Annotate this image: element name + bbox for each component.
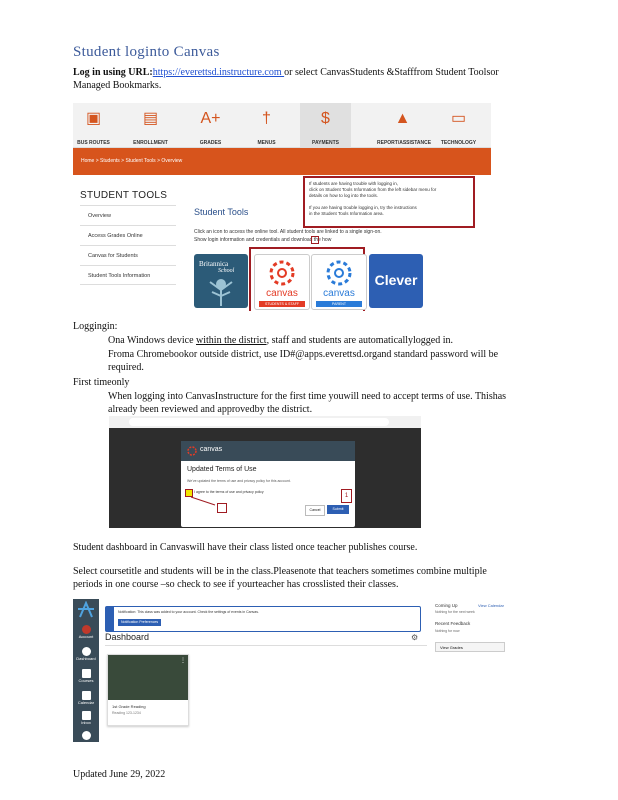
info-icon (106, 607, 114, 631)
sidebar-item-overview[interactable]: Overview (80, 205, 176, 225)
laptop-icon: ▭ (450, 110, 467, 127)
canvas-sub-label: STUDENTS & STAFF (259, 301, 305, 307)
highlight-marker (217, 503, 227, 513)
nav-label: MENUS (257, 140, 276, 146)
course-card-header (108, 655, 188, 700)
nav-label: REPORT/ASSISTANCE (377, 140, 432, 146)
nav-label: GRADES (199, 140, 222, 146)
terms-dialog (181, 441, 355, 527)
login-line2: Managed Bookmarks. (73, 80, 162, 91)
nav-label: ENROLLMENT (133, 140, 168, 146)
login-suffix: or select CanvasStudents &Stafffrom Student Toolsor (284, 67, 499, 78)
bullet-terms (90, 390, 570, 416)
select-course-text (73, 565, 573, 591)
notification-preferences-button[interactable]: Notification Preferences (118, 619, 161, 626)
course-title[interactable]: 1st Grade Reading (112, 704, 146, 709)
select-line1: Select coursetitle and students will be in the class.Pleasenote that teachers sometimes combine multiple (73, 566, 487, 577)
nav-calendar[interactable] (73, 691, 99, 705)
note-line: If you are having trouble logging in, try the instructions (309, 205, 417, 210)
britannica-tile[interactable] (194, 254, 248, 308)
student-tools-heading: Student Tools (194, 207, 249, 217)
canvas-url-link[interactable]: https://everettsd.instructure.com (152, 67, 285, 78)
login-prefix: Log in using URL: (73, 67, 153, 78)
nav-label: BUS ROUTES (77, 140, 110, 146)
clever-label: Clever (374, 272, 418, 288)
canvas-parent-sub-label: PARENT (316, 301, 362, 307)
student-tools-line1: Click an icon to access the online tool. All student tools are linked to a single sign-on. (194, 229, 382, 235)
menus-icon: † (262, 110, 271, 127)
first-time-heading: First timeonly (73, 377, 130, 388)
global-nav (73, 599, 99, 742)
student-tools-line2: Show login information and credentials and download the how (194, 237, 332, 243)
nav-inbox[interactable] (73, 711, 99, 725)
dashboard-text: Student dashboard in Canvaswill have their class listed once teacher publishes course. (73, 542, 418, 553)
logging-in-heading: Loggingin: (73, 321, 118, 332)
course-subtitle: Reading 123-1234 (112, 711, 141, 715)
nav-enrollment[interactable] (125, 103, 176, 147)
notification-banner (105, 606, 421, 632)
thistle-icon (202, 276, 240, 306)
school-logo-icon (76, 601, 96, 619)
canvas-students-staff-tile[interactable] (254, 254, 310, 310)
login-instructions (73, 66, 573, 92)
submit-button[interactable]: Submit (327, 505, 349, 514)
step-marker: 1 (341, 489, 352, 503)
nothing-feedback-text: Nothing for now (435, 629, 460, 633)
canvas-parent-label: canvas (323, 288, 355, 299)
nav-menus[interactable] (241, 103, 292, 147)
view-grades-button[interactable]: View Grades (435, 642, 505, 652)
course-card-menu-icon[interactable]: ⋮ (180, 658, 186, 664)
sidebar-item-tools-info[interactable]: Student Tools Information (80, 265, 176, 285)
nav-calendar-label: Calendar (77, 700, 95, 705)
student-tools-screenshot (73, 103, 491, 311)
nav-payments[interactable] (300, 103, 351, 147)
cancel-button[interactable]: Cancel (305, 505, 325, 516)
canvas-logo-text: canvas (200, 446, 223, 453)
britannica-sub: School (218, 268, 235, 274)
sidebar-item-access-grades[interactable]: Access Grades Online (80, 225, 176, 245)
grades-icon: A+ (200, 110, 221, 127)
clever-tile[interactable] (369, 254, 423, 308)
nav-dashboard[interactable] (73, 647, 99, 661)
bullet-chromebook (90, 348, 570, 374)
note-line: click on Student Tools Information from the left sidebar menu for (309, 187, 437, 192)
bullet2-line2: required. (108, 362, 144, 373)
britannica-label: Britannica (199, 260, 229, 268)
bus-icon: ▣ (85, 110, 102, 127)
nav-account[interactable] (73, 625, 99, 639)
nav-courses[interactable] (73, 669, 99, 683)
nav-label: PAYMENTS (312, 140, 339, 146)
breadcrumb[interactable]: Home > Students > Student Tools > Overview (81, 158, 183, 164)
canvas-logo-icon (325, 259, 353, 287)
nav-label: TECHNOLOGY (440, 140, 477, 146)
canvas-dashboard-screenshot (73, 599, 529, 742)
select-line2: periods in one course –so check to see if yourteacher has crosslisted their classes. (73, 579, 399, 590)
dashboard-title: Dashboard (105, 632, 150, 642)
bullet1-b: , staff and students are automaticallylogged in. (266, 335, 453, 346)
bullet3-line2: already been reviewed and approvedby the district. (108, 404, 313, 415)
site-nav-bar (73, 103, 491, 148)
payments-icon: $ (321, 110, 330, 127)
canvas-logo-icon (187, 446, 197, 456)
nav-dashboard-label: Dashboard (76, 656, 96, 661)
login-note-box (303, 176, 475, 228)
page-title: Student loginto Canvas (73, 44, 220, 60)
coming-up-heading: Coming Up (435, 603, 458, 608)
terms-heading: Updated Terms of Use (187, 466, 257, 473)
bullet1-a: Ona Windows device (108, 335, 197, 346)
nav-report-assistance[interactable] (377, 103, 432, 147)
note-line: in the Student Tools Information area. (309, 211, 384, 216)
address-bar[interactable] (129, 418, 389, 426)
nav-inbox-label: Inbox (81, 720, 91, 725)
terms-dialog-header (181, 441, 355, 461)
browser-chrome (109, 416, 421, 428)
nav-courses-label: Courses (78, 678, 94, 683)
breadcrumb-bar (73, 148, 491, 175)
terms-screenshot (109, 416, 421, 528)
recent-feedback-heading: Recent Feedback (435, 621, 471, 626)
nav-account-label: Account (78, 634, 94, 639)
view-calendar-link[interactable]: View Calendar (478, 603, 504, 608)
divider (105, 645, 427, 646)
warning-icon: ▲ (394, 110, 411, 127)
updated-date: Updated June 29, 2022 (73, 769, 166, 780)
sidebar-heading: STUDENT TOOLS (80, 190, 168, 201)
nav-technology[interactable] (433, 103, 484, 147)
sidebar-item-canvas-students[interactable]: Canvas for Students (80, 245, 176, 265)
nav-grades[interactable] (185, 103, 236, 147)
download-icon[interactable] (311, 236, 319, 244)
note-line: If students are having trouble with logging in, (309, 181, 399, 186)
arrow-icon (189, 495, 219, 507)
course-card[interactable] (107, 654, 189, 726)
bullet3-line1: When logging into CanvasInstructure for the first time youwill need to accept terms of use. Thishas (108, 391, 507, 402)
nothing-coming-text: Nothing for the next week (435, 610, 475, 614)
enrollment-icon: ▤ (142, 110, 159, 127)
nav-help[interactable] (73, 731, 99, 740)
agree-label: I agree to the terms of use and privacy policy (194, 490, 264, 494)
canvas-parent-tile[interactable] (311, 254, 367, 310)
bullet-windows (90, 334, 570, 347)
terms-body: We've updated the terms of use and privacy policy for this account. (187, 479, 291, 483)
options-icon[interactable]: ⚙ (411, 633, 419, 642)
canvas-label: canvas (266, 288, 298, 299)
notification-text: Notification: This class was added to your account. Check the settings of events in Canvas. (118, 610, 259, 614)
canvas-logo-icon (268, 259, 296, 287)
bullet1-link: within the district (196, 335, 267, 346)
bullet2-line1: Froma Chromebookor outside district, use ID#@apps.everettsd.organd standard password will be (108, 349, 499, 360)
note-line: details on how to log into the tools. (309, 193, 379, 198)
nav-bus-routes[interactable] (68, 103, 119, 147)
